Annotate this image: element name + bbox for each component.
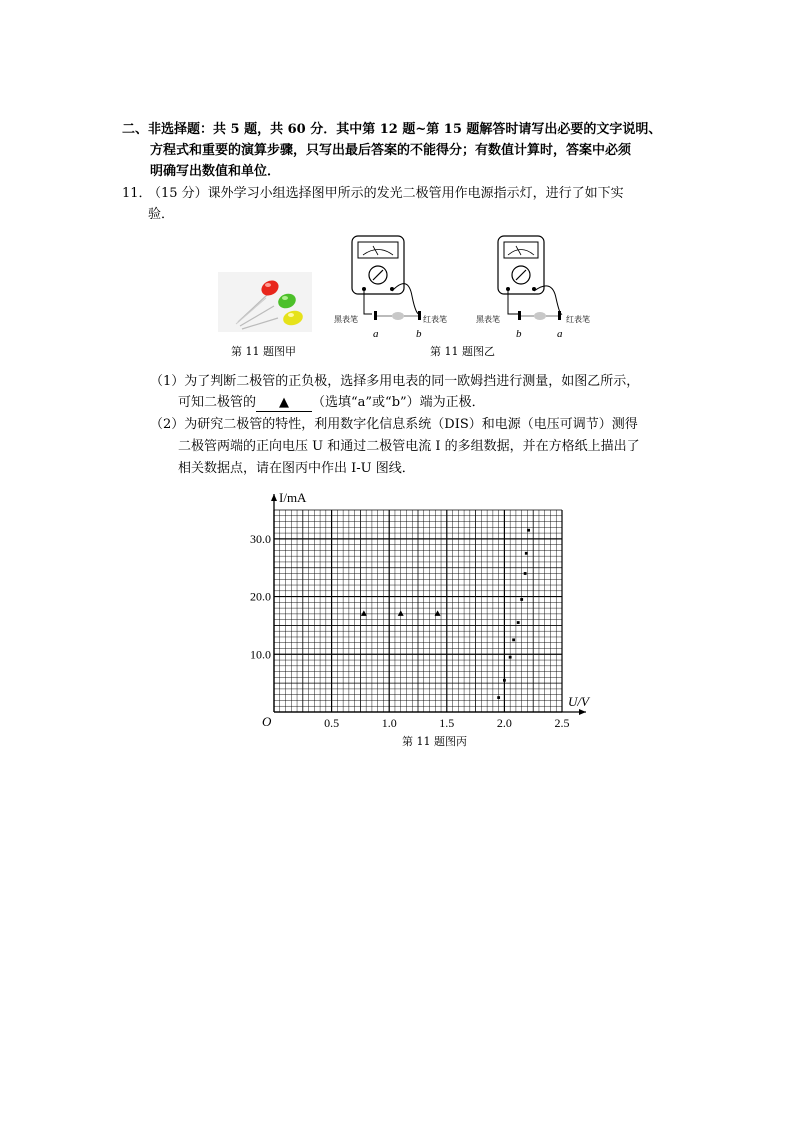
section-heading-line3: 明确写出数值和单位．	[150, 164, 281, 179]
data-point	[512, 638, 515, 641]
answer-blank[interactable]: ▲	[256, 395, 312, 412]
y-axis-label: I/mA	[279, 490, 307, 505]
part1-line2-post: （选填“a”或“b”）端为正极．	[312, 395, 485, 410]
part1-line2	[178, 393, 485, 413]
left-multimeter	[352, 236, 421, 320]
right-red-probe-label: 红表笔	[566, 315, 590, 324]
y-axis-arrow	[271, 494, 277, 501]
origin-label: O	[262, 714, 272, 729]
graph-grid	[274, 510, 562, 712]
question-text-line1: （15 分）课外学习小组选择图甲所示的发光二极管用作电源指示灯，进行了如下实	[148, 186, 624, 201]
led-photo	[218, 272, 312, 332]
right-label-b: b	[516, 328, 522, 340]
part2-line2: 二极管两端的正向电压 U 和通过二极管电流 I 的多组数据，并在方格纸上描出了	[178, 439, 640, 454]
data-point	[520, 598, 523, 601]
x-tick-label: 1.0	[381, 716, 397, 730]
question-text-line2: 验．	[148, 207, 175, 222]
right-black-probe-label: 黑表笔	[476, 315, 500, 324]
data-point	[503, 679, 506, 682]
part1-line2-pre: 可知二极管的	[178, 395, 257, 410]
left-label-a: a	[373, 328, 379, 340]
part2-line3: 相关数据点，请在图丙中作出 I-U 图线．	[178, 461, 415, 476]
data-point	[497, 696, 500, 699]
graph-tick-labels	[250, 490, 591, 730]
y-tick-label: 10.0	[250, 647, 271, 662]
left-black-probe-label: 黑表笔	[334, 315, 358, 324]
iu-graph	[248, 490, 598, 740]
x-tick-label: 0.5	[324, 716, 340, 730]
figure-yi-caption: 第 11 题图乙	[430, 345, 495, 358]
multimeter-diagram	[330, 234, 600, 344]
y-tick-label: 30.0	[250, 531, 271, 546]
data-point-triangle	[398, 610, 404, 616]
right-label-a: a	[557, 328, 563, 340]
left-label-b: b	[416, 328, 422, 340]
left-red-probe-label: 红表笔	[423, 315, 447, 324]
data-point	[524, 572, 527, 575]
part2-line1: （2）为研究二极管的特性，利用数字化信息系统（DIS）和电源（电压可调节）测得	[150, 417, 638, 432]
x-axis-label: U/V	[568, 694, 589, 709]
data-point	[509, 656, 512, 659]
figure-jia-caption: 第 11 题图甲	[231, 345, 296, 358]
right-multimeter	[498, 236, 562, 320]
section-heading-line1: 二、非选择题：共 5 题，共 60 分．其中第 12 题~第 15 题解答时请写出必要的文字说明、	[122, 122, 662, 137]
figure-bing-caption: 第 11 题图丙	[402, 735, 467, 748]
x-axis-arrow	[579, 709, 586, 715]
x-tick-label: 2.0	[496, 716, 512, 730]
data-point	[527, 529, 530, 532]
question-number: 11．	[122, 186, 152, 201]
section-heading-line2: 方程式和重要的演算步骤，只写出最后答案的不能得分；有数值计算时，答案中必须	[150, 143, 632, 158]
x-tick-label: 2.5	[554, 716, 570, 730]
part1-line1: （1）为了判断二极管的正负极，选择多用电表的同一欧姆挡进行测量，如图乙所示，	[150, 374, 640, 389]
data-point	[525, 552, 528, 555]
data-point	[517, 621, 520, 624]
y-tick-label: 20.0	[250, 589, 271, 604]
x-tick-label: 1.5	[439, 716, 455, 730]
